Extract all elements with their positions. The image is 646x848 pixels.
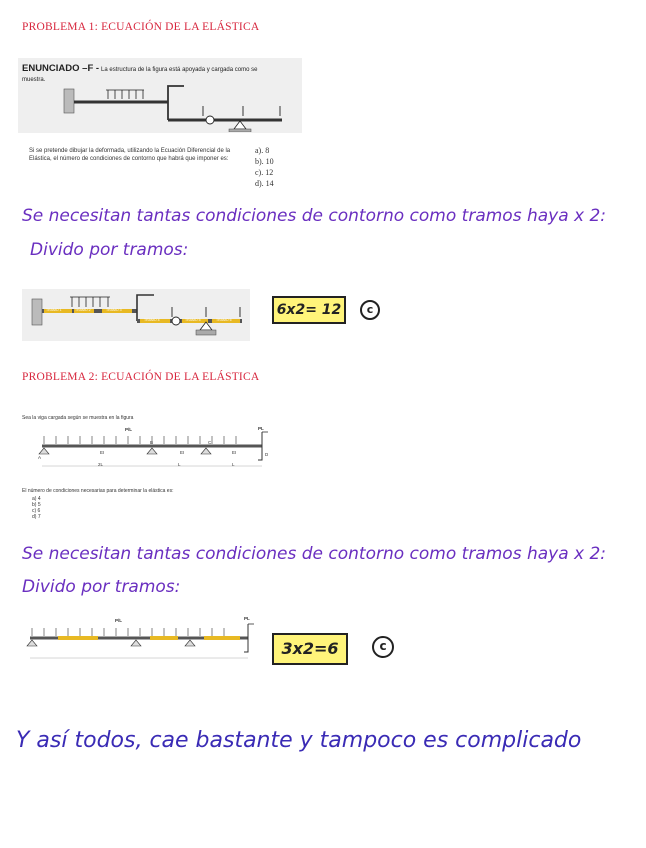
problem2-stiffness-3: EI — [232, 450, 237, 455]
problem2-note-line1: Se necesitan tantas condiciones de contorno como tramos haya x 2: — [22, 544, 607, 564]
problem1-segmented-diagram — [22, 289, 250, 341]
problem1-statement-figure — [18, 58, 302, 133]
problem2-point-c: C — [208, 440, 212, 445]
problem2-span-2: L — [178, 462, 181, 467]
problem2-intro: Sea la viga cargada según se muestra en la figura — [22, 415, 134, 421]
problem2-load-label: P/L — [125, 427, 133, 432]
segment-label-2: TRAMO 2 — [75, 308, 91, 312]
problem2-point-d: D — [265, 452, 269, 457]
question-line-1: Si se pretende dibujar la deformada, utilizando la Ecuación Diferencial de la — [29, 148, 231, 154]
statement-text2: muestra. — [22, 77, 46, 83]
problem2-beam-diagram — [30, 422, 280, 472]
problem2-stiffness-2: EI — [180, 450, 185, 455]
option-d: d) 7 — [32, 514, 41, 520]
closing-note: Y así todos, cae bastante y tampoco es complicado — [16, 728, 582, 753]
problem1-heading: PROBLEMA 1: ECUACIÓN DE LA ELÁSTICA — [22, 21, 260, 33]
segment-label-3: TRAMO 3 — [106, 308, 122, 312]
statement-label: ENUNCIADO –F - — [22, 63, 100, 74]
problem2-heading: PROBLEMA 2: ECUACIÓN DE LA ELÁSTICA — [22, 371, 260, 383]
problem2-answer-box: 3x2=6 — [272, 633, 348, 665]
problem1-note-line1: Se necesitan tantas condiciones de contorno como tramos haya x 2: — [22, 206, 607, 226]
problem2-note-line2: Divido por tramos: — [22, 577, 181, 597]
problem2-span-3: L — [232, 462, 235, 467]
segment-label-6: TRAMO 6 — [216, 318, 232, 322]
problem1-structure-diagram — [18, 82, 302, 132]
problem2-options — [32, 496, 41, 520]
problem2-question: El número de condiciones necesarias para determinar la elástica es: — [22, 488, 174, 494]
problem1-options — [255, 145, 274, 189]
problem1-answer-letter: c — [360, 300, 380, 320]
problem1-segmented-figure — [22, 289, 250, 341]
problem2-seg-load-label: P/L — [115, 618, 123, 623]
problem2-segmented-diagram — [18, 616, 268, 666]
option-b: b). 10 — [255, 157, 274, 166]
problem1-note-line2: Divido por tramos: — [30, 240, 189, 260]
statement-text: La estructura de la figura está apoyada y cargada como se — [101, 67, 258, 73]
problem1-question — [29, 147, 249, 163]
problem2-point-b: B — [150, 440, 154, 445]
problem2-answer-letter: c — [372, 636, 394, 658]
problem2-point-load: PL — [258, 426, 264, 431]
segment-label-5: TRAMO 5 — [185, 318, 201, 322]
problem1-answer-box: 6x2= 12 — [272, 296, 346, 324]
option-a: a) 4 — [32, 496, 41, 502]
option-a: a). 8 — [255, 146, 270, 155]
segment-label-4: TRAMO 4 — [144, 318, 160, 322]
option-c: c) 6 — [32, 508, 41, 514]
problem2-seg-point-load: PL — [244, 616, 250, 621]
question-line-2: Elástica, el número de condiciones de contorno que habrá que imponer es: — [29, 156, 229, 162]
segment-label-1: TRAMO 1 — [46, 308, 62, 312]
problem2-point-a: A — [38, 455, 42, 460]
problem2-stiffness-1: EI — [100, 450, 105, 455]
option-b: b) 5 — [32, 502, 41, 508]
option-d: d). 14 — [255, 179, 274, 188]
problem2-span-1: 2L — [98, 462, 104, 467]
option-c: c). 12 — [255, 168, 274, 177]
